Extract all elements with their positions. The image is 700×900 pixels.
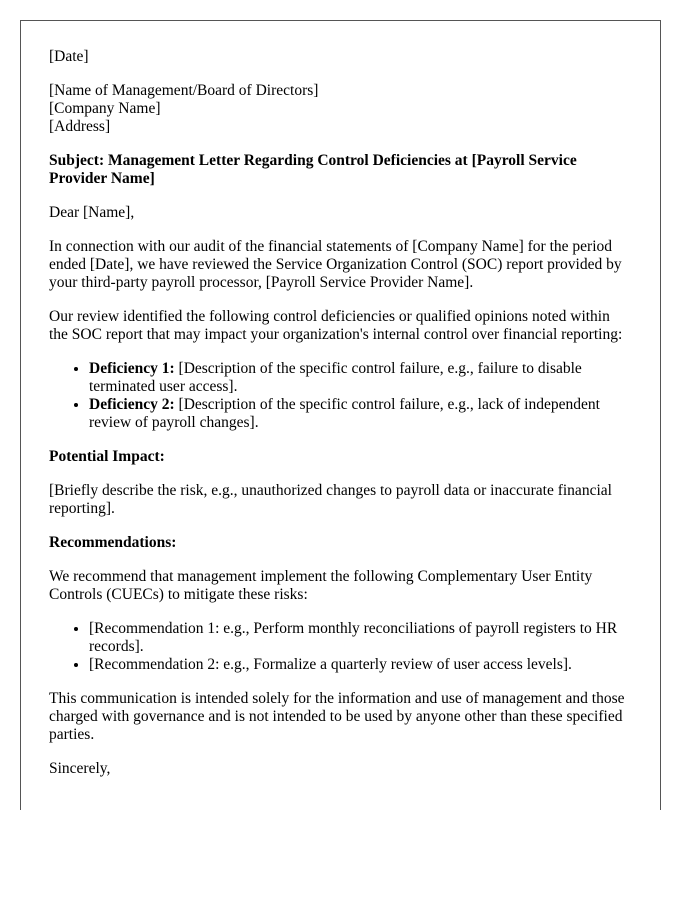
letter-page (20, 20, 661, 810)
letter-date: [Date] (49, 48, 89, 65)
recipient-company: [Company Name] (49, 100, 161, 117)
deficiency-text: [Description of the specific control failure, e.g., failure to disable terminated user access]. (89, 360, 582, 395)
recipient-block (49, 82, 632, 136)
review-paragraph: Our review identified the following control deficiencies or qualified opinions noted within the SOC report that may impact your organization's internal control over financial reporting: (49, 308, 623, 343)
deficiency-list (49, 360, 632, 432)
recommendation-item: • [Recommendation 2: e.g., Formalize a quarterly review of user access levels]. (89, 656, 632, 674)
deficiency-label: Deficiency 2: (89, 396, 175, 413)
recipient-name: [Name of Management/Board of Directors] (49, 82, 319, 99)
recommendation-item: • [Recommendation 1: e.g., Perform monthly reconciliations of payroll registers to HR records]. (89, 620, 632, 656)
deficiency-text: [Description of the specific control failure, e.g., lack of independent review of payroll changes]. (89, 396, 600, 431)
intro-paragraph: In connection with our audit of the financial statements of [Company Name] for the period ended [Date], we have reviewed the Service Organization Control (SOC) report provided by your third-party payroll processor, [Payroll Service Provider Name]. (49, 238, 622, 291)
recommendation-list (49, 620, 632, 674)
closing-paragraph: This communication is intended solely for the information and use of management and those charged with governance and is not intended to be used by anyone other than these specified parties. (49, 690, 625, 743)
salutation: Dear [Name], (49, 204, 135, 221)
deficiency-item (89, 396, 632, 432)
recommendations-heading: Recommendations: (49, 534, 177, 551)
deficiency-item (89, 360, 632, 396)
recommendations-intro: We recommend that management implement the following Complementary User Entity Controls (CUECs) to mitigate these risks: (49, 568, 593, 603)
letter-content (21, 21, 660, 778)
recipient-address: [Address] (49, 118, 111, 135)
letter-subject: Subject: Management Letter Regarding Control Deficiencies at [Payroll Service Provider Name] (49, 152, 577, 187)
impact-heading: Potential Impact: (49, 448, 165, 465)
closing: Sincerely, (49, 760, 111, 777)
impact-paragraph: [Briefly describe the risk, e.g., unauthorized changes to payroll data or inaccurate financial reporting]. (49, 482, 612, 517)
deficiency-label: Deficiency 1: (89, 360, 175, 377)
